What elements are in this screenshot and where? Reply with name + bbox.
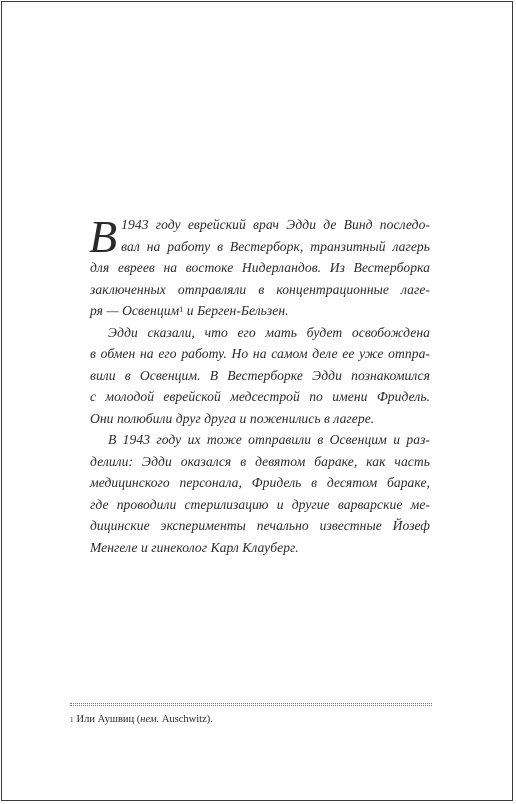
text-line: где проводили стерилизацию и другие варварские ме- (90, 496, 430, 512)
text-line: медицинского персонала, Фридель в десятом бараке, (90, 475, 430, 490)
text-line: вал на работу в Вестерборк, транзитный лагерь (121, 238, 430, 254)
footnote-separator (70, 703, 432, 704)
footnote-text: Auschwitz). (159, 714, 213, 725)
text-line: вили в Освенцим. В Вестерборке Эдди познакомился (90, 367, 430, 383)
drop-cap: В (89, 211, 118, 262)
text-line: дицинские эксперименты печально известные Йозеф (90, 518, 430, 533)
paragraph-2 (90, 322, 430, 430)
text-fragment: и Берген-Бельзен. (183, 303, 289, 318)
text-line: делили: Эдди оказался в девятом бараке, как часть (90, 453, 430, 469)
body-text (89, 211, 430, 558)
footnote (70, 713, 213, 727)
text-line: 1943 году еврейский врач Эдди де Винд последо- (121, 217, 430, 232)
footnote-reference[interactable]: 1 (179, 305, 184, 314)
footnote-abbreviation: нем. (140, 714, 160, 725)
text-line (90, 300, 430, 322)
text-line: Эдди сказали, что его мать будет освобождена (108, 324, 430, 340)
text-fragment: ря — Освенцим (90, 303, 180, 318)
text-line: с молодой еврейской медсестрой по имени Фридель. (90, 389, 430, 404)
text-line: заключенных отправляли в концентрационные лаге- (90, 281, 430, 297)
text-line: В 1943 году их тоже отправили в Освенцим и раз- (108, 432, 430, 447)
paragraph-3 (90, 429, 430, 558)
footnote-text: Или Аушвиц ( (76, 714, 141, 725)
text-line: для евреев на востоке Нидерландов. Из Вестерборка (90, 260, 430, 275)
text-line: в обмен на его работу. Но на самом деле ее уже отпра- (90, 346, 430, 361)
footnote-separator (70, 705, 432, 706)
text-line: Менгеле и гинеколог Карл Клауберг. (90, 539, 299, 555)
paragraph-1 (89, 211, 430, 322)
footnote-number: 1 (70, 716, 74, 724)
text-line: Они полюбили друг друга и поженились в лагере. (90, 410, 375, 426)
